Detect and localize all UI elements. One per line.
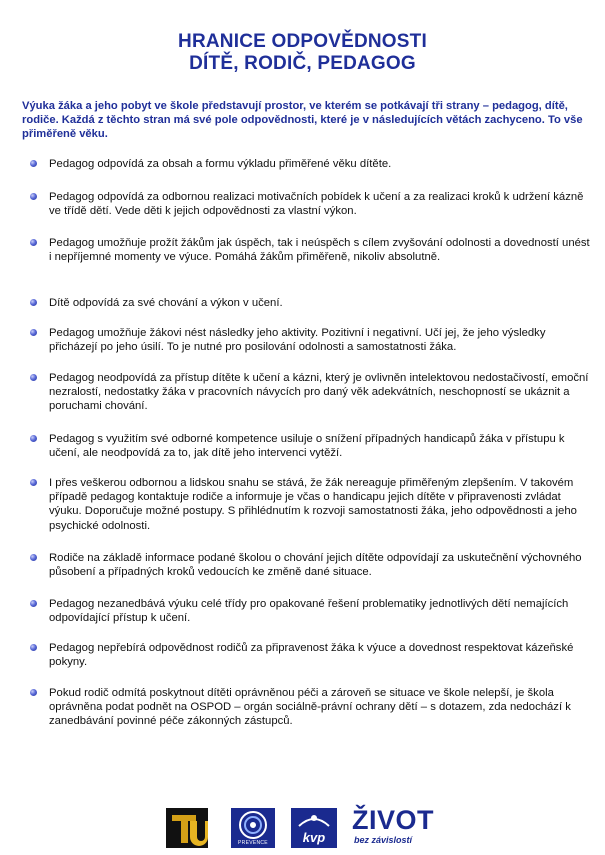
bullet-icon [30, 193, 37, 200]
bullet-icon [30, 554, 37, 561]
bullet-icon [30, 644, 37, 651]
bullet-icon [30, 329, 37, 336]
bullet-icon [30, 299, 37, 306]
bullet-icon [30, 239, 37, 246]
kvp-text: kvp [302, 830, 326, 845]
title-line-1: HRANICE ODPOVĚDNOSTI [178, 31, 427, 52]
bullet-icon [30, 689, 37, 696]
list-item-text: Dítě odpovídá za své chování a výkon v učení. [49, 297, 283, 309]
kvp-logo [291, 808, 337, 848]
intro-paragraph: Výuka žáka a jeho pobyt ve škole představují prostor, ve kterém se potkávají tři strany – pedagog, dítě, rodiče. Každá z těchto stran má své pole odpovědnosti, které je v následujících větách zachyceno. To vše přiměřeně věku. [22, 100, 583, 140]
bullet-icon [30, 374, 37, 381]
list-item-text: Pedagog nepřebírá odpovědnost rodičů za připravenost žáka k výuce a dovednost respektovat kázeňské pokyny. [49, 642, 574, 669]
page-title [0, 31, 605, 75]
list-item-text: Pedagog umožňuje žákovi nést následky jeho aktivity. Pozitivní i negativní. Učí jej, že jeho výsledky přicházejí po jeho úsilí. To je nutné pro posilování odolnosti a samostatnosti žáka. [49, 327, 546, 354]
list-item-text: Rodiče na základě informace podané školou o chování jejich dítěte odpovídají za uskutečnění výchovného působení a případných kroků vedoucích ke změně dané situace. [49, 552, 582, 579]
bullet-icon [30, 600, 37, 607]
zivot-logo [352, 805, 456, 848]
zivot-text: ŽIVOT [352, 805, 434, 835]
list-item-text: Pedagog s využitím své odborné kompetence usiluje o snížení případných handicapů žáka v přístupu k učení, ale neodpovídá za to, jak dítě jeho intervenci vytěží. [49, 433, 565, 460]
school-logo-graphic [166, 808, 208, 848]
list-item-text: Pedagog neodpovídá za přístup dítěte k učení a kázni, který je ovlivněn intelektovou nedostačivostí, emoční nezralostí, nedostatky žáka v pracovních návycích pro daný věk adekvátních, neschopností se ukáznit a poruchami chování. [49, 372, 589, 413]
list-item-text: Pedagog nezanedbává výuku celé třídy pro opakované řešení problematiky jednotlivých dětí nemajících odpovídající přístup k učení. [49, 598, 569, 625]
school-logo [166, 808, 208, 848]
bullet-icon [30, 479, 37, 486]
list-item-text: I přes veškerou odbornou a lidskou snahu se stává, že žák nereaguje přiměřeným zlepšením. V takovém případě pedagog kontaktuje rodiče a informuje je včas o handicapu jejich dítěte v připravenosti zvládat výuku. Doporučuje možné postupy. S přihlédnutím k rozvoji samostatnosti žáka, jeho odpovědnosti a jeho psychické odolnosti. [49, 477, 577, 532]
list-item-text: Pokud rodič odmítá poskytnout dítěti oprávněnou péči a zároveň se situace ve škole nelepší, je škola oprávněna podat podnět na OSPOD – orgán sociálně-právní ochrany dětí – s dotazem, zda nedochází k zanedbávání povinné péče zákonných zástupců. [49, 687, 571, 728]
zivot-subtext: bez závislostí [354, 835, 413, 845]
list-item-text: Pedagog umožňuje prožít žákům jak úspěch, tak i neúspěch s cílem zvyšování odolnosti a dovedností unést i nepříjemné momenty ve výuce. Pomáhá žákům přiměřeně, nikoliv absolutně. [49, 237, 590, 264]
bullet-icon [30, 435, 37, 442]
bullet-icon [30, 160, 37, 167]
title-line-2: DÍTĚ, RODIČ, PEDAGOG [189, 53, 416, 74]
prevention-caption: PREVENCE [238, 840, 268, 846]
footer-logos [0, 805, 605, 850]
list-item-text: Pedagog odpovídá za odbornou realizaci motivačních pobídek k učení a za realizaci kroků k udržení kázně ve třídě dětí. Vede děti k jejich odpovědnosti za vlastní výkon. [49, 191, 584, 218]
list-item-text: Pedagog odpovídá za obsah a formu výkladu přiměřené věku dítěte. [49, 158, 392, 170]
prevention-logo [231, 808, 275, 848]
